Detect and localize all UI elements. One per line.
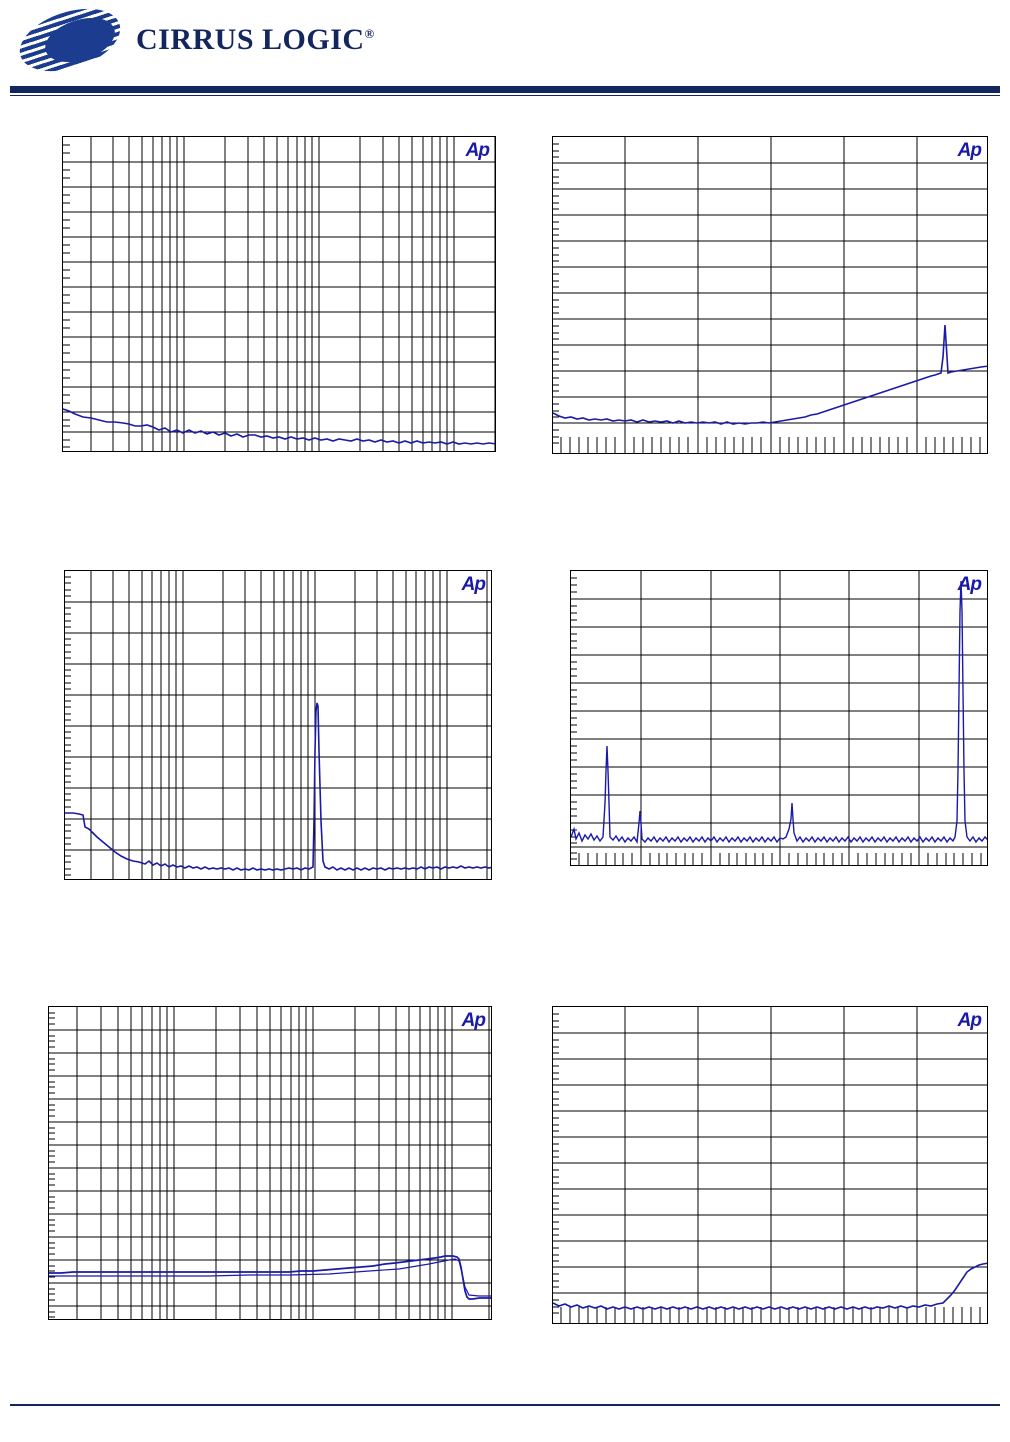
brand-name: CIRRUS LOGIC® xyxy=(136,23,375,56)
ap-logo-label: Ap xyxy=(461,1010,485,1031)
ap-logo-label: Ap xyxy=(957,1010,981,1031)
trace-line xyxy=(553,325,987,424)
ap-logo-label: Ap xyxy=(957,574,981,595)
plot-bottom-right xyxy=(552,1006,988,1324)
footer-rule xyxy=(10,1404,1000,1406)
ap-logo-label: Ap xyxy=(957,140,981,161)
ap-logo-label: Ap xyxy=(461,574,485,595)
ap-logo-label: Ap xyxy=(465,140,489,161)
trace-line xyxy=(553,1263,987,1309)
registered-mark: ® xyxy=(364,26,375,41)
plot-top-left xyxy=(62,136,496,452)
trace-line xyxy=(63,409,495,444)
plot-top-right xyxy=(552,136,988,454)
plot-middle-left xyxy=(64,570,492,880)
plot-bottom-left xyxy=(48,1006,492,1320)
plot-middle-right xyxy=(570,570,988,866)
